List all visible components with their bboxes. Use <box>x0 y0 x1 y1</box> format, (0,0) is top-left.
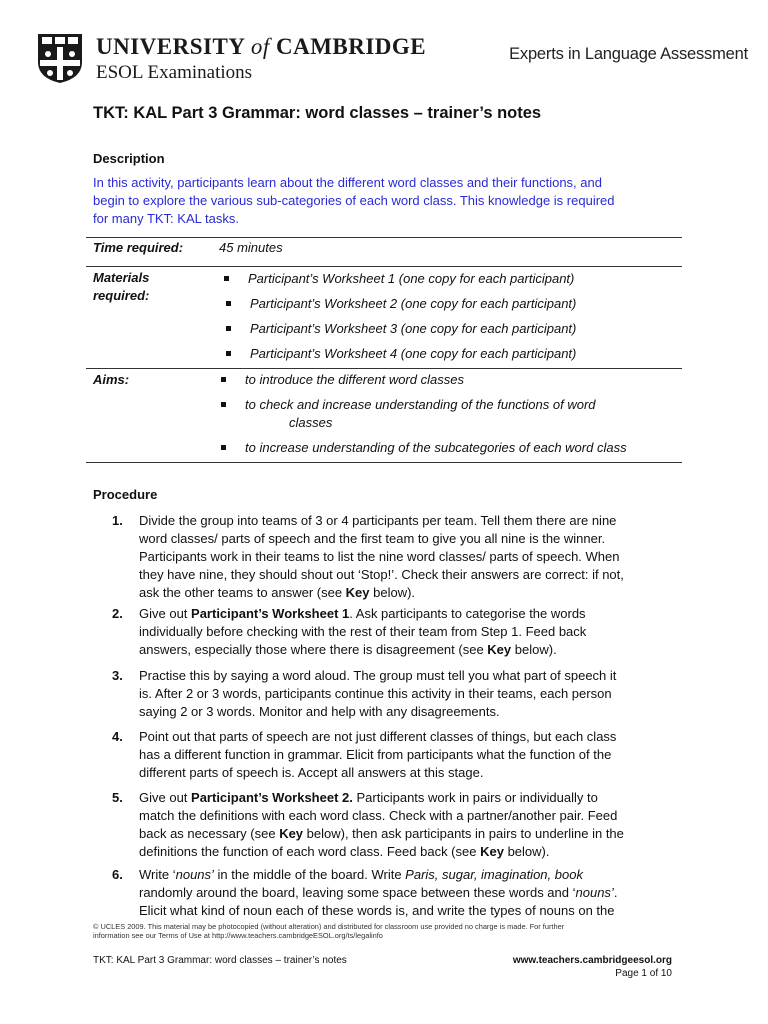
footer-website-link[interactable]: www.teachers.cambridgeesol.org <box>512 955 672 966</box>
procedure-heading: Procedure <box>93 487 158 502</box>
time-label: Time required: <box>93 240 184 255</box>
materials-label: Materials required: <box>93 270 150 303</box>
aims-label: Aims: <box>93 372 130 387</box>
description-text: In this activity, participants learn about the different word classes and their functions, and begin to explore the various sub-categories of each word class. This knowledge is required for many TKT: KAL tasks. <box>93 175 615 226</box>
description-heading: Description <box>93 151 165 166</box>
university-name: UNIVERSITY of CAMBRIDGE <box>96 34 427 59</box>
tagline: Experts in Language Assessment <box>509 45 748 63</box>
footer-doc-title: TKT: KAL Part 3 Grammar: word classes – trainer’s notes <box>93 955 347 966</box>
time-value: 45 minutes <box>219 240 283 255</box>
page-number: Page 1 of 10 <box>615 968 672 979</box>
cambridge-crest-icon <box>36 32 84 84</box>
esol-subtitle: ESOL Examinations <box>96 62 253 83</box>
page-title: TKT: KAL Part 3 Grammar: word classes – trainer’s notes <box>93 104 542 122</box>
header <box>36 30 748 84</box>
copyright-notice: © UCLES 2009. This material may be photocopied (without alteration) and distributed for classroom use provided no charge is made. For further information see our Terms of Use at http://www.teachers.cambridgeESOL.org/ts/legalinfo <box>93 922 565 940</box>
